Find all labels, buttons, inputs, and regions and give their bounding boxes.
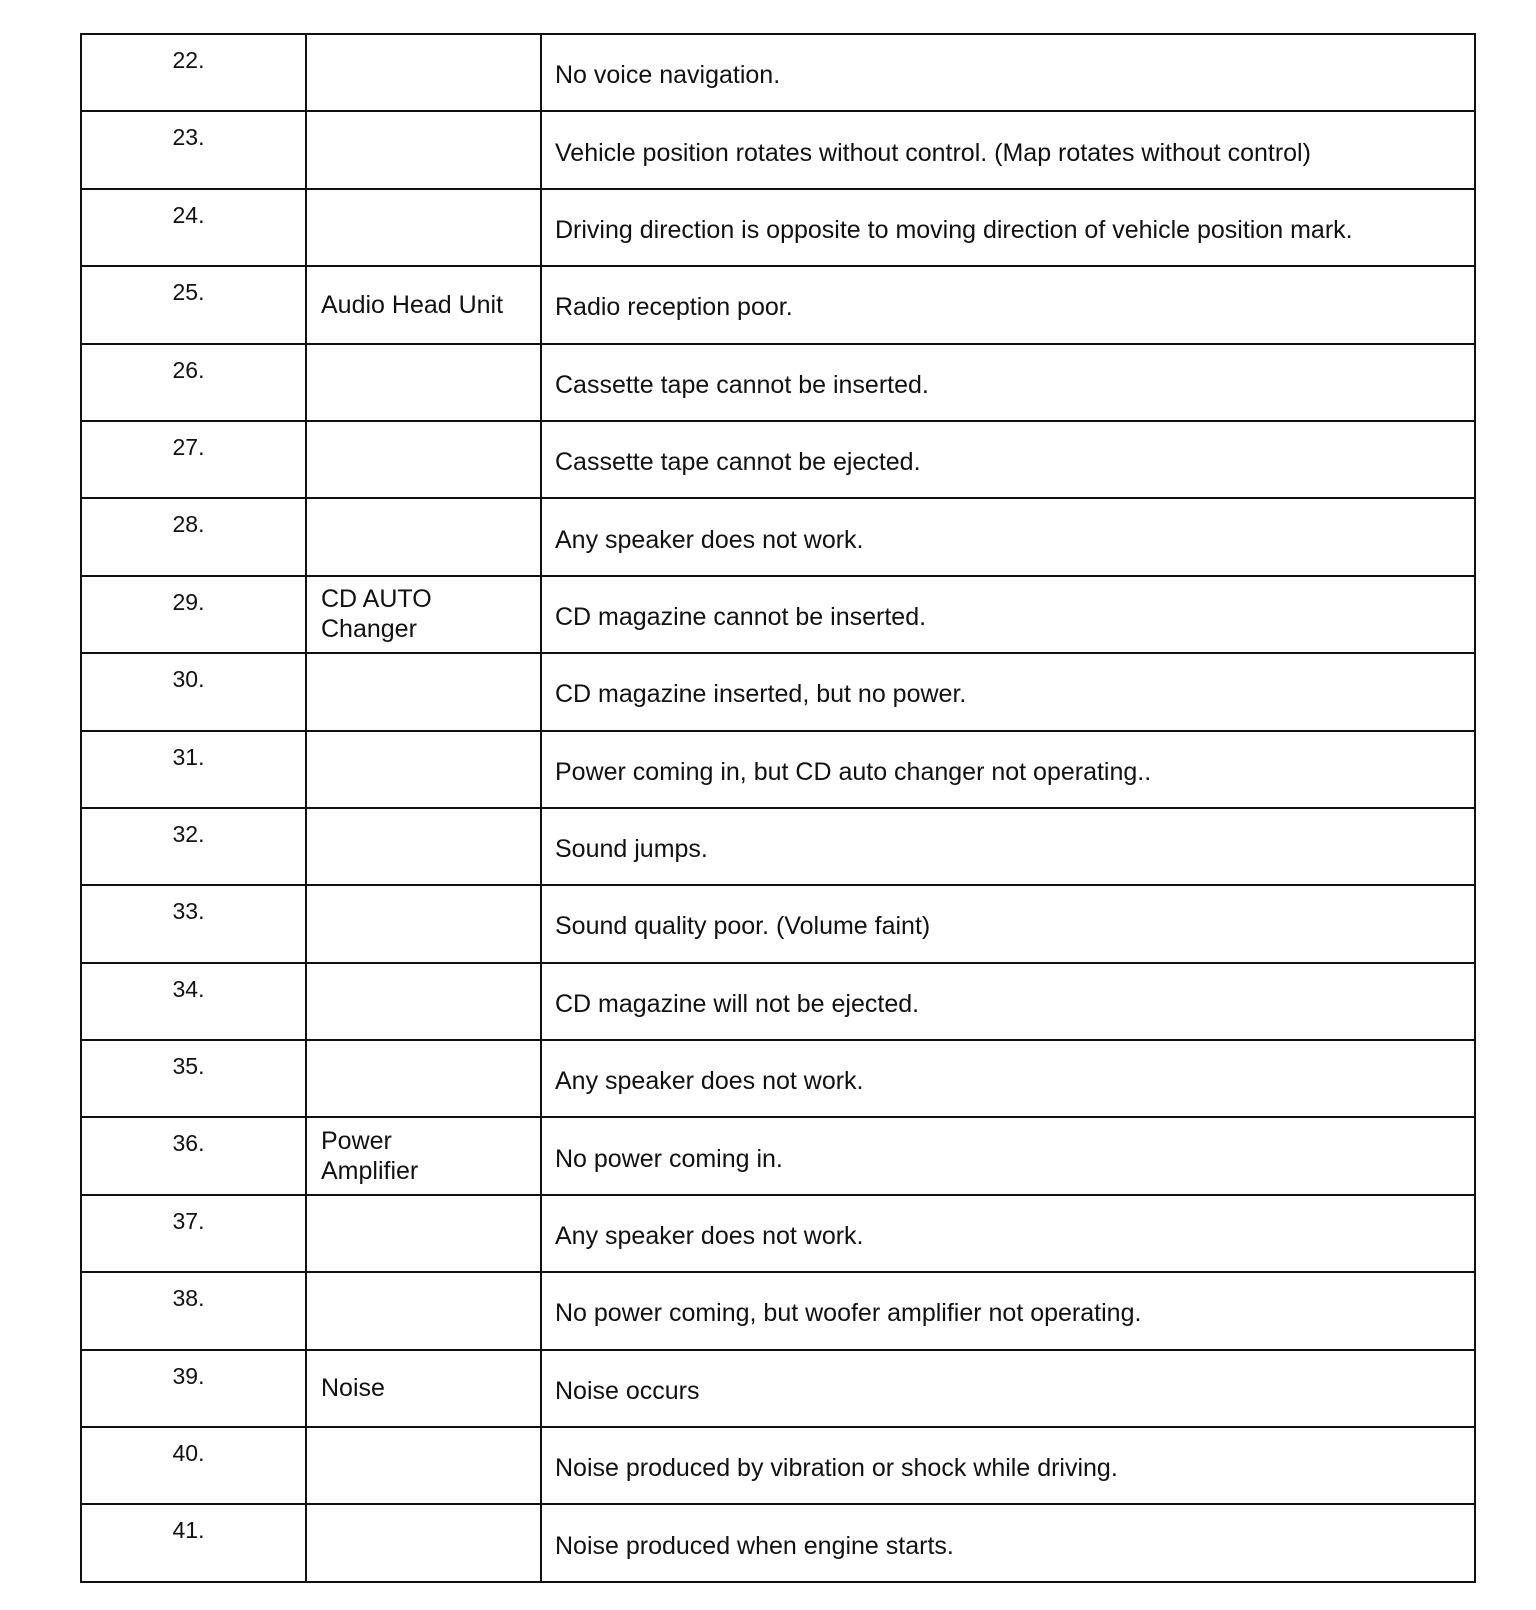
table-row (82, 1041, 1476, 1118)
table-row (82, 267, 1476, 344)
row-number: 26. (82, 345, 307, 422)
component-cell (307, 35, 542, 112)
table-row (82, 809, 1476, 886)
symptom-text: CD magazine cannot be inserted. (542, 577, 1476, 654)
component-cell (307, 1118, 542, 1195)
symptom-text: Sound jumps. (542, 809, 1476, 886)
component-label: Audio Head Unit (321, 290, 504, 319)
symptom-text: CD magazine inserted, but no power. (542, 654, 1476, 731)
table-row (82, 112, 1476, 189)
symptom-text: Cassette tape cannot be inserted. (542, 345, 1476, 422)
row-number: 25. (82, 267, 307, 344)
table-row (82, 732, 1476, 809)
row-number: 35. (82, 1041, 307, 1118)
symptom-text: Power coming in, but CD auto changer not operating.. (542, 732, 1476, 809)
table-row (82, 35, 1476, 112)
component-cell (307, 422, 542, 499)
table-row (82, 1428, 1476, 1505)
component-cell (307, 1273, 542, 1350)
component-cell (307, 577, 542, 654)
component-cell (307, 1505, 542, 1582)
component-label: Noise (321, 1374, 385, 1403)
table-row (82, 964, 1476, 1041)
table-row (82, 1118, 1476, 1195)
component-label: Power Amplifier (321, 1127, 419, 1186)
row-number: 32. (82, 809, 307, 886)
row-number: 41. (82, 1505, 307, 1582)
row-number: 22. (82, 35, 307, 112)
table-row (82, 654, 1476, 731)
symptom-text: No power coming, but woofer amplifier not operating. (542, 1273, 1476, 1350)
row-number: 37. (82, 1196, 307, 1273)
row-number: 29. (82, 577, 307, 654)
symptom-text: Noise occurs (542, 1351, 1476, 1428)
component-cell (307, 732, 542, 809)
table-row (82, 499, 1476, 576)
symptom-text: No power coming in. (542, 1118, 1476, 1195)
row-number: 30. (82, 654, 307, 731)
table-row (82, 1273, 1476, 1350)
component-cell (307, 190, 542, 267)
symptom-text: Any speaker does not work. (542, 1196, 1476, 1273)
row-number: 34. (82, 964, 307, 1041)
row-number: 38. (82, 1273, 307, 1350)
table-row (82, 1351, 1476, 1428)
symptom-text: Radio reception poor. (542, 267, 1476, 344)
component-cell (307, 886, 542, 963)
component-cell (307, 1041, 542, 1118)
row-number: 27. (82, 422, 307, 499)
row-number: 40. (82, 1428, 307, 1505)
component-cell (307, 1351, 542, 1428)
table-row (82, 345, 1476, 422)
row-number: 39. (82, 1351, 307, 1428)
table-row (82, 1505, 1476, 1582)
row-number: 24. (82, 190, 307, 267)
symptom-text: Driving direction is opposite to moving direction of vehicle position mark. (542, 190, 1476, 267)
component-cell (307, 964, 542, 1041)
component-cell (307, 654, 542, 731)
component-cell (307, 267, 542, 344)
component-cell (307, 1428, 542, 1505)
row-number: 31. (82, 732, 307, 809)
component-cell (307, 809, 542, 886)
component-cell (307, 1196, 542, 1273)
row-number: 23. (82, 112, 307, 189)
component-cell (307, 112, 542, 189)
symptom-text: Any speaker does not work. (542, 1041, 1476, 1118)
symptom-text: Sound quality poor. (Volume faint) (542, 886, 1476, 963)
symptom-text: Cassette tape cannot be ejected. (542, 422, 1476, 499)
symptom-text: Noise produced when engine starts. (542, 1505, 1476, 1582)
symptom-text: No voice navigation. (542, 35, 1476, 112)
row-number: 33. (82, 886, 307, 963)
symptom-text: CD magazine will not be ejected. (542, 964, 1476, 1041)
table-row (82, 1196, 1476, 1273)
symptom-table (80, 33, 1476, 1583)
component-label: CD AUTO Changer (321, 585, 432, 644)
row-number: 28. (82, 499, 307, 576)
symptom-text: Vehicle position rotates without control. (Map rotates without control) (542, 112, 1476, 189)
table-row (82, 422, 1476, 499)
row-number: 36. (82, 1118, 307, 1195)
table-row (82, 190, 1476, 267)
table-row (82, 577, 1476, 654)
component-cell (307, 499, 542, 576)
component-cell (307, 345, 542, 422)
symptom-text: Any speaker does not work. (542, 499, 1476, 576)
table-row (82, 886, 1476, 963)
symptom-text: Noise produced by vibration or shock while driving. (542, 1428, 1476, 1505)
